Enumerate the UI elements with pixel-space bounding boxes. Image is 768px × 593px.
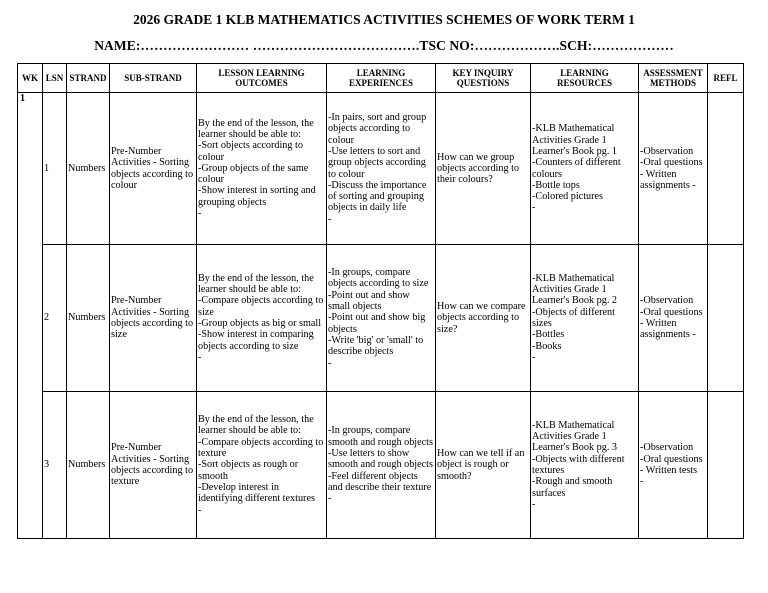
experiences-cell — [327, 93, 436, 245]
assessment-line: -Observation — [640, 295, 694, 307]
assessment-line: -Observation — [640, 442, 694, 454]
experience-line: -Point out and show big objects — [328, 312, 426, 335]
header-sub-strand: SUB-STRAND — [110, 64, 197, 93]
experiences-cell — [327, 392, 436, 539]
reflection-cell — [708, 392, 744, 539]
experience-line: -Use letters to sort and group objects according to colour — [328, 145, 426, 180]
header-outcomes: LESSON LEARNING OUTCOMES — [197, 64, 327, 93]
outcome-line: -Compare objects according to texture — [198, 436, 324, 460]
lsn-cell: 1 — [43, 93, 67, 245]
outcomes-cell — [197, 392, 327, 539]
outcome-line: -Develop interest in identifying different textures — [198, 481, 315, 505]
resource-line: -Rough and smooth surfaces — [532, 476, 613, 499]
experience-line: -In groups, compare objects according to size — [328, 267, 429, 290]
scheme-of-work-table — [17, 63, 744, 539]
lsn-cell: 2 — [43, 245, 67, 392]
outcome-line: -Sort objects as rough or smooth — [198, 459, 299, 482]
assessment-cell — [639, 392, 708, 539]
outcome-line: -Show interest in comparing objects according to size — [198, 329, 314, 352]
outcome-line: -Group objects as big or small — [198, 318, 322, 329]
assessment-cell — [639, 245, 708, 392]
outcome-line: By the end of the lesson, the learner should be able to: — [198, 414, 314, 437]
header-questions: KEY INQUIRY QUESTIONS — [436, 64, 531, 93]
resource-line: -Objects of different sizes — [532, 306, 615, 329]
table-row — [18, 392, 744, 539]
table-header-row — [18, 64, 744, 93]
resource-line: - — [532, 498, 536, 510]
lsn-cell: 3 — [43, 392, 67, 539]
outcome-line: - — [198, 208, 202, 220]
resources-cell — [531, 93, 639, 245]
experience-line: -Feel different objects and describe their texture — [328, 470, 432, 493]
header-experiences: LEARNING EXPERIENCES — [327, 64, 436, 93]
resource-line: -KLB Mathematical Activities Grade 1 Learner's Book pg. 3 — [532, 419, 618, 454]
outcome-line: -Group objects of the same colour — [198, 162, 309, 186]
outcome-line: By the end of the lesson, the learner should be able to: — [198, 272, 314, 296]
resources-cell — [531, 245, 639, 392]
assessment-line: -Oral questions - Written assignments - — [640, 157, 703, 191]
resource-line: - — [532, 202, 536, 214]
experience-line: -Discuss the importance of sorting and grouping objects in daily life — [328, 179, 427, 214]
header-resources: LEARNING RESOURCES — [531, 64, 639, 93]
outcome-line: - — [198, 504, 202, 516]
experience-line: -In groups, compare smooth and rough objects — [328, 425, 433, 448]
strand-cell: Numbers — [67, 93, 110, 245]
assessment-cell — [639, 93, 708, 245]
experience-line: -Point out and show small objects — [328, 289, 410, 313]
experience-line: - — [328, 357, 332, 369]
experience-line: -In pairs, sort and group objects according to colour — [328, 112, 427, 146]
assessment-line: -Oral questions - Written assignments - — [640, 306, 703, 341]
header-refl: REFL — [708, 64, 744, 93]
outcomes-cell — [197, 93, 327, 245]
resource-line: -Counters of different colours — [532, 157, 621, 180]
experiences-cell — [327, 245, 436, 392]
assessment-line: -Oral questions - Written tests — [640, 453, 703, 476]
resource-line: -KLB Mathematical Activities Grade 1 Learner's Book pg. 2 — [532, 272, 618, 307]
strand-cell: Numbers — [67, 392, 110, 539]
outcome-line: By the end of the lesson, the learner should be able to: — [198, 117, 314, 140]
inquiry-question-cell: How can we group objects according to their colours? — [436, 93, 531, 245]
experience-line: -Use letters to show smooth and rough objects — [328, 448, 433, 471]
strand-cell: Numbers — [67, 245, 110, 392]
outcome-line: -Show interest in sorting and grouping objects — [198, 185, 316, 208]
outcome-line: -Sort objects according to colour — [198, 140, 303, 163]
assessment-line: -Observation — [640, 145, 694, 157]
experience-line: -Write 'big' or 'small' to describe objects — [328, 334, 424, 358]
resource-line: -KLB Mathematical Activities Grade 1 Learner's Book pg. 1 — [532, 123, 618, 157]
outcomes-cell — [197, 245, 327, 392]
resources-cell — [531, 392, 639, 539]
resource-line: -Colored pictures — [532, 191, 604, 203]
sub-strand-cell: Pre-Number Activities - Sorting objects according to size — [110, 245, 197, 392]
outcome-line: -Compare objects according to size — [198, 295, 324, 318]
inquiry-question-cell: How can we tell if an object is rough or smooth? — [436, 392, 531, 539]
experience-line: - — [328, 213, 332, 225]
resource-line: -Books — [532, 340, 562, 352]
reflection-cell — [708, 93, 744, 245]
document-title: 2026 GRADE 1 KLB MATHEMATICS ACTIVITIES SCHEMES OF WORK TERM 1 — [133, 12, 635, 27]
inquiry-question-cell: How can we compare objects according to size? — [436, 245, 531, 392]
resource-line: -Objects with different textures — [532, 453, 625, 476]
header-strand: STRAND — [67, 64, 110, 93]
sub-strand-cell: Pre-Number Activities - Sorting objects according to colour — [110, 93, 197, 245]
header-assessment: ASSESSMENT METHODS — [639, 64, 708, 93]
assessment-line: - — [640, 476, 644, 488]
week-cell: 1 — [18, 93, 43, 539]
header-lsn: LSN — [43, 64, 67, 93]
resource-line: -Bottle tops — [532, 179, 580, 191]
header-wk: WK — [18, 64, 43, 93]
outcome-line: - — [198, 351, 202, 363]
table-row — [18, 245, 744, 392]
name-tsc-school-line: NAME:…………………… ……………………………….TSC NO:……………….SCH:……………… — [94, 38, 674, 53]
experience-line: - — [328, 493, 332, 505]
sub-strand-cell: Pre-Number Activities - Sorting objects according to texture — [110, 392, 197, 539]
resource-line: -Bottles — [532, 329, 565, 341]
table-row — [18, 93, 744, 245]
resource-line: - — [532, 351, 536, 363]
reflection-cell — [708, 245, 744, 392]
